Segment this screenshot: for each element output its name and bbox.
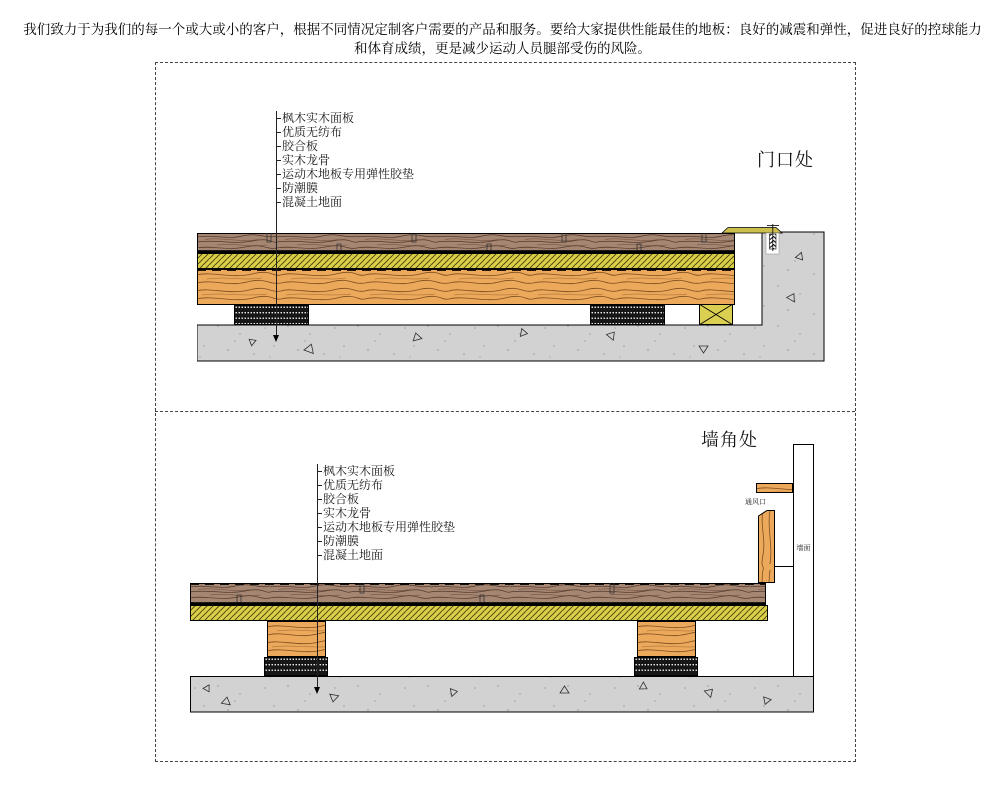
panel-divider [155, 411, 855, 412]
layer-label: 防潮膜 [276, 181, 414, 195]
plywood-layer [197, 253, 735, 269]
wall-tick-line [775, 566, 793, 567]
layer-label: 枫木实木面板 [276, 111, 414, 125]
layer-label: 优质无纺布 [317, 478, 455, 492]
intro-line-1: 我们致力于为我们的每一个或大或小的客户，根据不同情况定制客户需要的产品和服务。要给大家提供性能最佳的地板：良好的减震和弹性，促进良好的控球能力 [23, 21, 982, 37]
layer-label: 实木龙骨 [317, 506, 455, 520]
down-arrow-icon [314, 687, 320, 694]
layer-label: 防潮膜 [317, 534, 455, 548]
wall-label: 墙面 [796, 544, 811, 552]
rubber-pad [634, 657, 698, 676]
doorway-panel-title: 门口处 [757, 150, 814, 170]
layer-label: 优质无纺布 [276, 125, 414, 139]
layer-label-list [276, 111, 414, 209]
layer-label: 枫木实木面板 [317, 464, 455, 478]
layer-label-list [317, 464, 455, 562]
layer-label: 胶合板 [276, 139, 414, 153]
keel-block [637, 621, 696, 657]
concrete-slab [190, 676, 815, 713]
layer-label: 混凝土地面 [317, 548, 455, 562]
maple-layer [190, 583, 766, 605]
corner-panel-title: 墙角处 [701, 430, 758, 450]
diagram-frame [155, 62, 856, 762]
subfloor-layer [197, 269, 735, 305]
layer-label: 运动木地板专用弹性胶垫 [317, 520, 455, 534]
layer-label: 混凝土地面 [276, 195, 414, 209]
blocking-x-icon [699, 304, 733, 325]
layer-label: 胶合板 [317, 492, 455, 506]
intro-text [0, 20, 1005, 58]
plywood-layer [190, 605, 768, 621]
skirting-board [758, 510, 775, 583]
rubber-pad [264, 657, 328, 676]
down-arrow-icon [273, 335, 279, 342]
maple-layer [197, 233, 735, 253]
rubber-pad [590, 305, 665, 325]
layer-label: 实木龙骨 [276, 153, 414, 167]
vent-label: 通风口 [745, 498, 766, 506]
wall-column [793, 444, 814, 677]
intro-line-2: 和体育成绩，更是减少运动人员腿部受伤的风险。 [354, 40, 651, 56]
layer-label: 运动木地板专用弹性胶垫 [276, 167, 414, 181]
rubber-pad [234, 305, 309, 325]
vent-cap [756, 483, 793, 493]
